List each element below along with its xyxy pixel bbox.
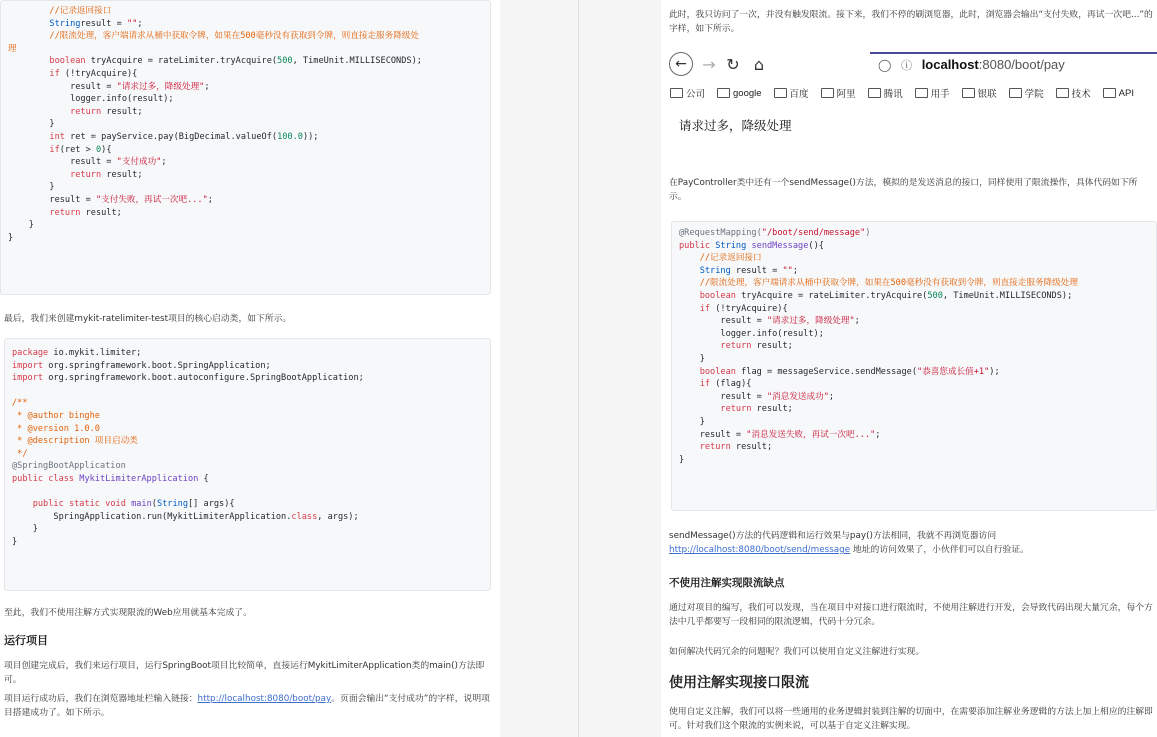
code-token: boolean [679, 366, 736, 377]
code-token: String [156, 499, 188, 510]
code-line [1, 131, 490, 144]
code-line [1, 55, 490, 68]
code-token: ; [828, 391, 835, 402]
code-line [1, 81, 490, 94]
code-token: class [48, 473, 75, 484]
code-token: SpringApplication.run(MykitLimiterApplication. [12, 511, 292, 522]
code-token: return [679, 404, 752, 415]
folder-icon [868, 88, 881, 98]
paragraph-drawback: 通过对项目的编写，我们可以发现，当在项目中对接口进行限流时，不使用注解进行开发，会导致代码出现大量冗余，每个方法中几乎都要写一段相同的限流逻辑，代码十分冗余。 [669, 603, 1153, 627]
send-message-text-after: 地址的访问效果了，小伙伴们可以自行验证。 [850, 545, 1029, 555]
code-token: return [679, 341, 752, 352]
code-token: boolean [8, 56, 86, 67]
paragraph-run-project: 项目创建完成后，我们来运行项目，运行SpringBoot项目比较简单，直接运行MykitLimiterApplication类的main()方法即可。 [4, 661, 485, 685]
code-line [672, 265, 1156, 278]
code-token: 理 [8, 43, 17, 54]
code-line [1, 106, 490, 119]
code-token: ; [161, 157, 167, 168]
code-token: (!tryAcquire){ [59, 68, 138, 79]
code-line [672, 378, 1156, 391]
forward-arrow-icon[interactable]: → [702, 54, 716, 74]
bookmark-label: 银联 [977, 89, 997, 100]
code-line [5, 498, 490, 511]
shield-icon: ◯ [878, 58, 892, 72]
paragraph-visit-url [4, 692, 494, 720]
code-token: return [8, 106, 102, 117]
code-token: (){ [808, 240, 824, 251]
paragraph-question: 如何解决代码冗余的问题呢？我们可以使用自定义注解进行实现。 [669, 647, 925, 657]
code-token: if [8, 144, 60, 155]
code-token: if [679, 303, 711, 314]
code-token: logger.info(result); [679, 328, 824, 339]
code-token: "消息发送失败，再试一次吧..." [746, 429, 876, 440]
code-line [672, 416, 1156, 429]
code-token: sendMessage [751, 240, 809, 251]
code-line [5, 486, 490, 499]
code-line [1, 18, 490, 31]
code-line [1, 5, 490, 18]
folder-icon [915, 88, 928, 98]
code-token: * @version 1.0.0 [12, 423, 100, 434]
code-line [5, 360, 490, 373]
code-line [672, 227, 1156, 240]
bookmark-item[interactable] [774, 86, 809, 100]
link-boot-pay[interactable]: http://localhost:8080/boot/pay [197, 694, 332, 704]
code-token: io.mykit.limiter; [48, 348, 142, 358]
code-token: result = [8, 157, 117, 168]
code-token: public [12, 473, 44, 484]
code-line [672, 366, 1156, 379]
code-token: "支付失败，再试一次吧..." [95, 194, 208, 205]
bookmark-label: API [1118, 87, 1134, 99]
code-line [1, 93, 490, 106]
bookmark-item[interactable] [915, 86, 950, 100]
code-token: 100.0 [277, 131, 303, 142]
code-line [1, 232, 490, 245]
code-token: } [12, 524, 38, 535]
code-token: public [12, 499, 64, 510]
bookmark-item[interactable] [821, 86, 856, 100]
bookmark-item[interactable] [1103, 88, 1134, 99]
code-line [672, 252, 1156, 265]
address-bar[interactable] [870, 52, 1157, 76]
code-token: //记录返回接口 [679, 253, 762, 264]
code-token: return [8, 169, 102, 180]
code-token: 500 [277, 56, 293, 67]
code-token: (flag){ [710, 379, 752, 390]
bookmark-label: 用手 [930, 89, 950, 100]
bookmark-item[interactable] [1056, 86, 1091, 100]
code-line [1, 207, 490, 220]
code-line [5, 347, 490, 360]
code-line [1, 181, 490, 194]
bookmarks-bar [667, 84, 1157, 102]
code-token: , TimeUnit.MILLISECONDS); [942, 290, 1073, 301]
code-line [1, 43, 490, 56]
paragraph-create-startup-class: 最后，我们来创建mykit-ratelimiter-test项目的核心启动类，如下所示。 [4, 314, 292, 324]
send-message-text-before: sendMessage()方法的代码逻辑和运行效果与pay()方法相同，我就不再浏览器访问 [669, 531, 997, 541]
code-token: int [8, 131, 65, 142]
code-line [1, 68, 490, 81]
code-token: ; [854, 316, 860, 327]
code-token: package [12, 348, 49, 358]
code-token: if [8, 68, 60, 79]
folder-icon [670, 88, 683, 98]
code-block-send-message[interactable] [671, 221, 1157, 511]
code-token: result = [679, 429, 747, 440]
folder-icon [1103, 88, 1116, 98]
bookmark-label: 百度 [789, 89, 809, 100]
url-host: localhost [921, 57, 979, 72]
url-path: :8080/boot/pay [978, 57, 1065, 72]
code-token: logger.info(result); [8, 94, 174, 105]
code-line [1, 144, 490, 157]
bookmark-item[interactable] [1009, 86, 1044, 100]
code-token: , args); [317, 511, 359, 522]
code-line [1, 30, 490, 43]
left-page[interactable] [0, 0, 500, 737]
code-token: (ret > [59, 144, 96, 155]
code-line [1, 194, 490, 207]
link-send-message[interactable]: http://localhost:8080/boot/send/message [669, 545, 851, 555]
code-token: String [715, 240, 747, 251]
code-token: return [8, 207, 81, 218]
code-token: "消息发送成功" [766, 391, 829, 402]
bookmark-label: 腾讯 [883, 89, 903, 100]
heading-drawback: 不使用注解实现限流缺点 [669, 577, 785, 589]
code-line [672, 240, 1156, 253]
bookmark-item[interactable] [717, 88, 762, 99]
visit-url-text-after: 。页面会输出“支付成功”的字样，说明项目搭建成功了。如下所示。 [4, 694, 490, 718]
paragraph-refresh-browser: 此时，我只访问了一次，并没有触发限流。接下来，我们不停的刷浏览器，此时，浏览器会输出“支付失败，再试一次吧...”的字样，如下所示。 [669, 10, 1153, 34]
code-line [5, 511, 490, 524]
code-line [672, 391, 1156, 404]
code-token: ; [792, 265, 799, 276]
info-icon: ⓘ [901, 60, 913, 72]
code-token: "支付成功" [116, 157, 162, 168]
code-token: String [8, 18, 81, 29]
code-token: ; [204, 81, 210, 92]
code-token: ret = payService.pay(BigDecimal.valueOf( [64, 131, 278, 142]
code-line [5, 460, 490, 473]
code-token: } [8, 232, 14, 243]
code-line [1, 156, 490, 169]
code-token: [] args){ [188, 499, 235, 510]
bookmark-label: 学院 [1024, 89, 1044, 100]
code-token: //限流处理，客户端请求从桶中获取令牌，如果在500毫秒没有获取到令牌，则直接走服务降级处 [8, 31, 420, 42]
code-token: result; [80, 207, 122, 218]
code-line [672, 328, 1156, 341]
folder-icon [717, 88, 730, 98]
code-token: /** [12, 398, 28, 409]
code-token: //记录返回接口 [8, 6, 112, 16]
code-token: flag = messageService.sendMessage( [735, 366, 918, 377]
bookmark-label: 公司 [686, 89, 706, 100]
code-token: "恭喜您成长值+1" [917, 366, 990, 377]
code-token: MykitLimiterApplication [79, 473, 199, 484]
code-line [672, 454, 1156, 467]
code-line [672, 441, 1156, 454]
code-token: } [8, 220, 34, 231]
folder-icon [1009, 88, 1022, 98]
code-token: } [679, 454, 685, 465]
code-token: void [105, 499, 126, 510]
code-token: return [679, 442, 731, 453]
code-line [5, 385, 490, 398]
code-token: "" [782, 265, 793, 276]
code-token: } [679, 353, 705, 364]
code-line [5, 423, 490, 436]
code-token: 0 [95, 144, 102, 155]
code-token: } [8, 182, 55, 193]
code-token: result = [730, 265, 783, 276]
code-line [672, 403, 1156, 416]
code-block-pay-method[interactable] [0, 0, 491, 295]
code-block-application-class[interactable] [4, 338, 491, 591]
code-line [672, 340, 1156, 353]
code-token: 500 [927, 290, 943, 301]
code-token: (!tryAcquire){ [710, 303, 788, 314]
folder-icon [962, 88, 975, 98]
bookmark-label: 技术 [1071, 89, 1091, 100]
code-line [1, 118, 490, 131]
code-token: import [12, 360, 44, 371]
code-token: boolean [679, 290, 736, 301]
code-line [5, 410, 490, 423]
code-token: result; [101, 169, 143, 180]
code-token: tryAcquire = rateLimiter.tryAcquire( [85, 56, 278, 67]
code-token: "请求过多，降级处理" [766, 316, 855, 327]
home-icon[interactable]: ⌂ [753, 54, 765, 74]
code-token: result; [730, 442, 773, 453]
paragraph-send-message-result [669, 529, 1155, 557]
code-token: result; [751, 404, 793, 415]
code-line [672, 303, 1156, 316]
code-line [672, 277, 1156, 290]
paragraph-annotation-intro: 使用自定义注解，我们可以将一些通用的业务逻辑封装到注解的切面中，在需要添加注解业务逻辑的方法上加上相应的注解即可。针对我们这个限流的实例来说，可以基于自定义注解实现。 [669, 707, 1153, 731]
bookmark-item[interactable] [962, 86, 997, 100]
code-token: result; [751, 341, 793, 352]
code-token: , TimeUnit.MILLISECONDS); [292, 56, 422, 67]
code-token: result = [8, 194, 96, 205]
code-token: ) [865, 228, 871, 238]
folder-icon [821, 88, 834, 98]
folder-icon [1056, 88, 1069, 98]
code-line [5, 473, 490, 486]
code-token: @RequestMapping( [679, 228, 762, 238]
code-line [672, 353, 1156, 366]
code-token: @SpringBootApplication [12, 461, 126, 472]
code-line [1, 219, 490, 232]
code-token: org.springframework.boot.SpringApplication; [43, 360, 271, 371]
code-token: import [12, 373, 44, 384]
code-token: result = [679, 391, 767, 402]
code-token: String [679, 265, 731, 276]
heading-annotation-limit: 使用注解实现接口限流 [669, 675, 809, 691]
gutter-divider [578, 0, 579, 737]
code-line [5, 523, 490, 536]
code-line [5, 448, 490, 461]
code-token: ; [207, 194, 213, 205]
code-token: main [131, 499, 152, 510]
code-token: "/boot/send/message" [761, 228, 866, 238]
code-token: ); [989, 366, 1000, 377]
reload-icon[interactable]: ↻ [726, 54, 740, 74]
code-token: public [679, 240, 711, 251]
code-token: if [679, 379, 711, 390]
code-token: "请求过多，降级处理" [116, 81, 205, 92]
code-line [1, 169, 490, 182]
bookmark-label: 阿里 [836, 89, 856, 100]
heading-run-project: 运行项目 [4, 634, 48, 647]
code-token: tryAcquire = rateLimiter.tryAcquire( [735, 290, 928, 301]
bookmark-label: google [733, 87, 762, 99]
code-token: ( [151, 499, 157, 510]
code-token: result = [80, 18, 128, 29]
code-token: { [198, 473, 209, 484]
code-token: )); [302, 131, 319, 142]
browser-toolbar [667, 46, 1157, 82]
code-token: static [68, 499, 100, 510]
code-line [672, 429, 1156, 442]
code-line [5, 372, 490, 385]
code-token: "" [127, 18, 138, 29]
page-gutter [500, 0, 661, 737]
code-token: * @description 项目启动类 [12, 436, 138, 447]
code-token: ; [137, 18, 143, 29]
folder-icon [774, 88, 787, 98]
paragraph-send-message-intro: 在PayController类中还有一个sendMessage()方法，模拟的是发送消息的接口，同样使用了限流操作，具体代码如下所示。 [669, 178, 1138, 202]
code-token: ; [875, 429, 881, 440]
code-line [672, 290, 1156, 303]
code-line [5, 435, 490, 448]
bookmark-item[interactable] [670, 86, 705, 100]
code-token: result = [8, 81, 117, 92]
paragraph-web-app-complete: 至此，我们不使用注解方式实现限流的Web应用就基本完成了。 [4, 608, 252, 618]
visit-url-text-before: 项目运行成功后，我们在浏览器地址栏输入链接： [4, 694, 198, 704]
browser-screenshot [667, 46, 1157, 136]
code-token: * @author binghe [12, 410, 100, 421]
code-token: //限流处理，客户端请求从桶中获取令牌，如果在500毫秒没有获取到令牌，则直接走服务降级处理 [679, 278, 1078, 289]
code-token: org.springframework.boot.autoconfigure.SpringBootApplication; [43, 373, 364, 384]
code-line [5, 397, 490, 410]
code-token: result = [679, 316, 767, 327]
browser-page-message: 请求过多，降级处理 [679, 118, 792, 133]
code-token: } [12, 536, 18, 547]
code-token: } [8, 119, 55, 130]
code-token: result; [101, 106, 143, 117]
code-line [672, 315, 1156, 328]
bookmark-item[interactable] [868, 86, 903, 100]
code-line [5, 536, 490, 549]
code-token: */ [12, 448, 28, 459]
right-page[interactable] [661, 0, 1157, 737]
code-token: } [679, 416, 705, 427]
code-token: class [291, 511, 318, 522]
back-arrow-icon[interactable]: ← [669, 52, 693, 76]
code-token: ){ [101, 144, 112, 155]
